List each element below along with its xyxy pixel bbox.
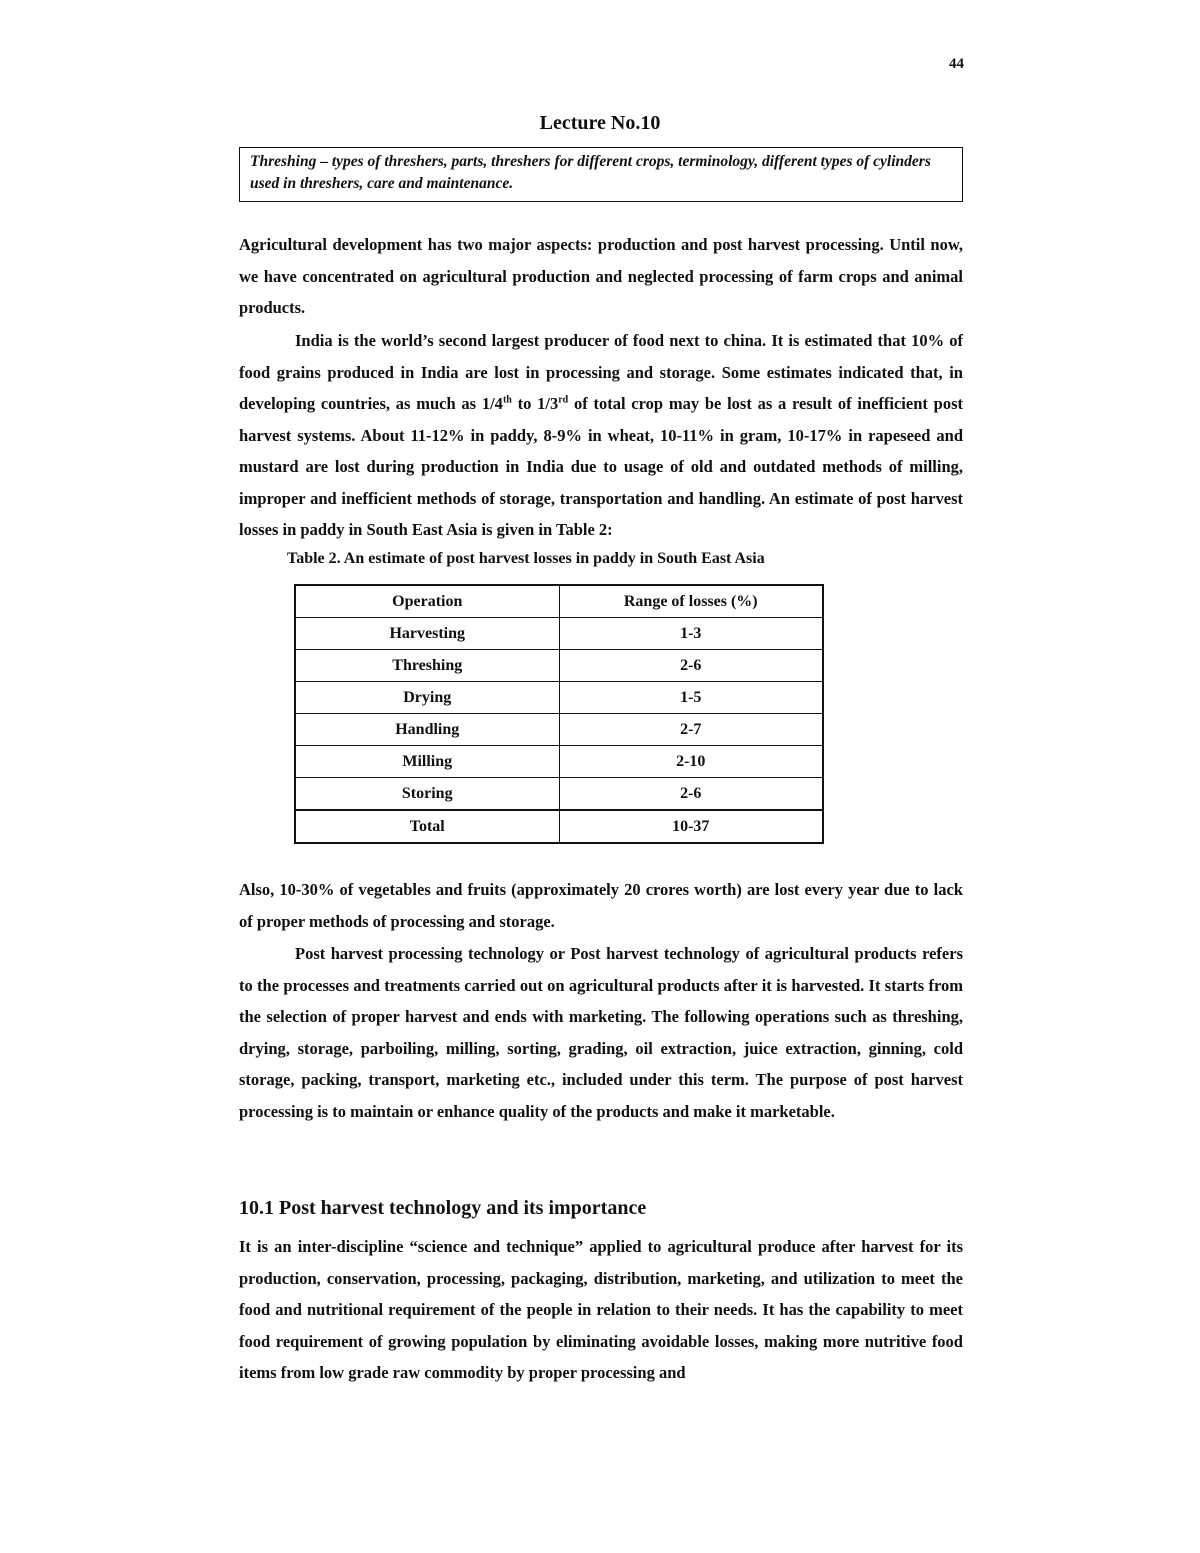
range-cell: 1-3 <box>559 618 823 650</box>
table-row <box>295 682 823 714</box>
range-cell: 2-7 <box>559 714 823 746</box>
operation-cell: Drying <box>295 682 559 714</box>
range-cell: 1-5 <box>559 682 823 714</box>
table-caption: Table 2. An estimate of post harvest losses in paddy in South East Asia <box>287 550 765 567</box>
total-range-cell: 10-37 <box>559 810 823 843</box>
topic-box: Threshing – types of threshers, parts, threshers for different crops, terminology, different types of cylinders used in threshers, care and maintenance. <box>239 147 963 202</box>
importance-paragraph: It is an inter-discipline “science and technique” applied to agricultural produce after harvest for its production, conservation, processing, packaging, distribution, marketing, and utilization to meet the food and nutritional requirement of the people in relation to their needs. It has the capability to meet food requirement of growing population by eliminating avoidable losses, making more nutritive food items from low grade raw commodity by proper processing and <box>239 1237 963 1382</box>
losses-paragraph <box>239 325 963 546</box>
section-heading: 10.1 Post harvest technology and its importance <box>239 1197 647 1219</box>
range-cell: 2-6 <box>559 650 823 682</box>
superscript-th: th <box>502 394 512 406</box>
operation-cell: Storing <box>295 778 559 811</box>
operation-cell: Milling <box>295 746 559 778</box>
table-row <box>295 746 823 778</box>
intro-paragraph: Agricultural development has two major aspects: production and post harvest processing. Until now, we have concentrated on agricultural production and neglected processing of farm crops and animal products. <box>239 235 963 317</box>
table-row <box>295 618 823 650</box>
lecture-title: Lecture No.10 <box>539 112 661 134</box>
range-cell: 2-10 <box>559 746 823 778</box>
total-label-cell: Total <box>295 810 559 843</box>
page-number: 44 <box>949 56 964 72</box>
vegetables-paragraph: Also, 10-30% of vegetables and fruits (approximately 20 crores worth) are lost every year due to lack of proper methods of processing and storage. <box>239 880 963 931</box>
post-harvest-definition-paragraph: Post harvest processing technology or Post harvest technology of agricultural products refers to the processes and treatments carried out on agricultural products after it is harvested. It starts from the selection of proper harvest and ends with marketing. The following operations such as threshing, drying, storage, parboiling, milling, sorting, grading, oil extraction, juice extraction, ginning, cold storage, packing, transport, marketing etc., included under this term. The purpose of post harvest processing is to maintain or enhance quality of the products and make it marketable. <box>239 944 963 1121</box>
table-total-row <box>295 810 823 843</box>
losses-text-1: India is the world’s second largest producer of food next to china. It is estimated that 10% of food grains produced in India are lost in processing and storage. Some estimates indicated that, in developing countries, as much as 1/4 <box>239 331 963 413</box>
column-header-range: Range of losses (%) <box>559 585 823 618</box>
table-row <box>295 714 823 746</box>
column-header-operation: Operation <box>295 585 559 618</box>
operation-cell: Harvesting <box>295 618 559 650</box>
superscript-rd: rd <box>558 394 569 406</box>
operation-cell: Threshing <box>295 650 559 682</box>
losses-text-3: of total crop may be lost as a result of inefficient post harvest systems. About 11-12% in paddy, 8-9% in wheat, 10-11% in gram, 10-17% in rapeseed and mustard are lost during production in India due to usage of old and outdated methods of milling, improper and inefficient methods of storage, transportation and handling. An estimate of post harvest losses in paddy in South East Asia is given in Table 2: <box>239 394 963 539</box>
table-row <box>295 650 823 682</box>
losses-text-2: to 1/3 <box>511 394 559 413</box>
table-header-row <box>295 585 823 618</box>
operation-cell: Handling <box>295 714 559 746</box>
range-cell: 2-6 <box>559 778 823 811</box>
losses-table <box>294 584 824 844</box>
table-row <box>295 778 823 811</box>
